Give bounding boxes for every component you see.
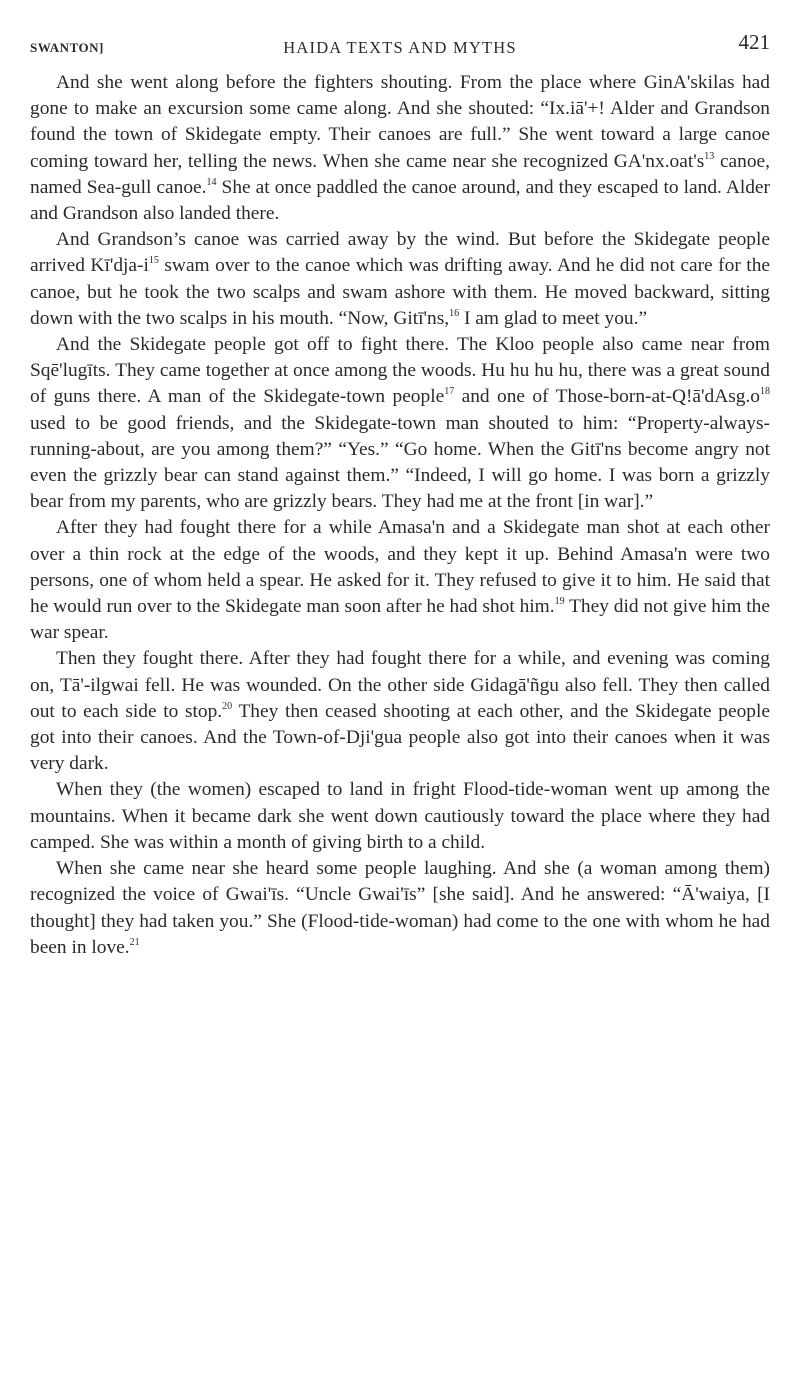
author-running-head: SWANTON]: [30, 40, 104, 55]
text-run: canoe, named Sea-gull canoe.: [30, 150, 771, 198]
paragraph: [30, 646, 770, 777]
footnote-reference: 15: [148, 255, 159, 267]
footnote-reference: 21: [129, 936, 140, 948]
text-run: Then they fought there. After they had fought there for a while, and evening was coming on, Tā'-ilgwai fell. He was wounded. On the other side Gidagā'ñgu also fell. They then called out to each side to stop.: [30, 648, 770, 722]
footnote-reference: 16: [449, 307, 460, 319]
text-run: And the Skidegate people got off to fight there. The Kloo people also came near from Sqē'lugīts. They came together at once among the woods. Hu hu hu hu, there was a great sound of guns there. A man of the Skidegate-town people: [30, 334, 770, 408]
text-run: used to be good friends, and the Skidegate-town man shouted to him: “Property-always-running-about, are you among them?” “Yes.” “Go home. When the Gitī'ns become angry not even the grizzly bear can stand against them.” “Indeed, I will go home. I was born a grizzly bear from my parents, who are grizzly bears. They had me at the front [in war].”: [30, 412, 770, 513]
paragraph: [30, 332, 770, 515]
footnote-reference: 18: [760, 386, 770, 398]
text-run: When they (the women) escaped to land in fright Flood-tide-woman went up among the mountains. When it became dark she went down cautiously toward the place where they had camped. She was within a month of giving birth to a child.: [30, 779, 770, 853]
paragraph: [30, 515, 770, 646]
footnote-reference: 19: [554, 596, 565, 608]
text-run: They then ceased shooting at each other, and the Skidegate people got into their canoes. And the Town-of-Dji'gua people also got into their canoes when it was very dark.: [30, 700, 770, 775]
text-run: When she came near she heard some people laughing. And she (a woman among them) recognized the voice of Gwai'īs. “Uncle Gwai'īs” [she said]. And he answered: “Ā'waiya, [I thought] they had taken you.” She (Flood-tide-woman) had come to the one with whom he had been in love.: [30, 858, 770, 958]
footnote-reference: 13: [704, 150, 715, 162]
text-run: And Grandson’s canoe was carried away by the wind. But before the Skidegate people arrived Kī'dja-i: [30, 229, 770, 277]
text-run: and one of Those-born-at-Q!ā'dAsg.o: [454, 386, 760, 408]
text-run: And she went along before the fighters shouting. From the place where GinA'skilas had gone to make an excursion some came along. And she shouted: “Ix.iā'+! Alder and Grandson found the town of Skidegate empty. Their canoes are full.” She went toward a large canoe coming toward her, telling the news. When she came near she recognized GA'nx.oat's: [30, 72, 770, 172]
text-run: swam over to the canoe which was drifting away. And he did not care for the canoe, but he took the two scalps and swam ashore with them. He moved backward, sitting down with the two scalps in his mouth. “Now, Gitī'ns,: [30, 255, 771, 329]
text-run: I am glad to meet you.”: [459, 307, 648, 329]
paragraph: [30, 227, 770, 332]
running-header: [30, 30, 770, 62]
text-run: She at once paddled the canoe around, and they escaped to land. Alder and Grandson also landed there.: [30, 176, 770, 225]
footnote-reference: 17: [444, 386, 455, 398]
page-number: 421: [738, 30, 770, 54]
text-run: They did not give him the war spear.: [30, 596, 770, 644]
paragraph: [30, 70, 770, 227]
paragraph: [30, 856, 770, 961]
paragraph: [30, 777, 770, 856]
footnote-reference: 14: [206, 176, 217, 188]
body-text: [30, 70, 770, 961]
footnote-reference: 20: [222, 700, 233, 712]
book-title-running-head: HAIDA TEXTS AND MYTHS: [283, 38, 517, 57]
text-run: After they had fought there for a while Amasa'n and a Skidegate man shot at each other over a thin rock at the edge of the woods, and they kept it up. Behind Amasa'n were two persons, one of whom held a spear. He asked for it. They refused to give it to him. He said that he would run over to the Skidegate man soon after he had shot him.: [30, 517, 770, 618]
